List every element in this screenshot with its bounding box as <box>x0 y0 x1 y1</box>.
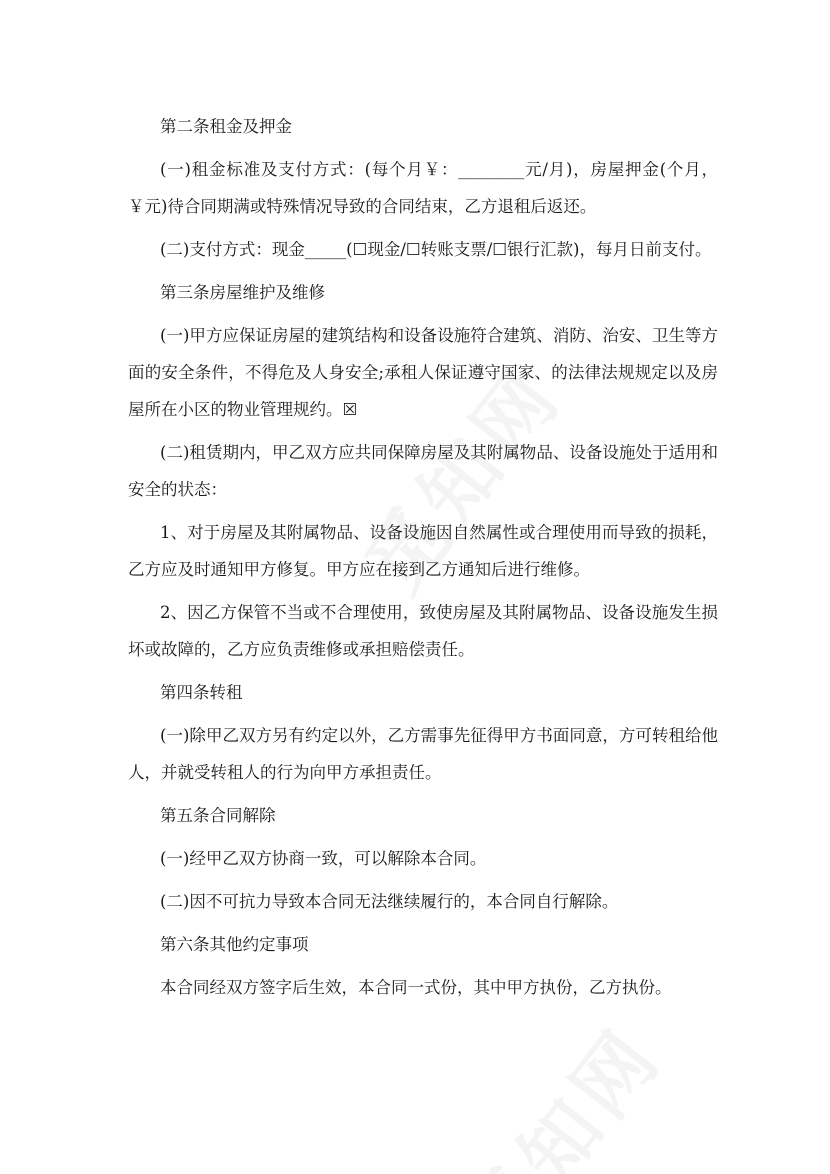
paragraph-rent-standard: (一)租金标准及支付方式：(每个月￥：________元/月)，房屋押金(个月，￥元)待合同期满或特殊情况导致的合同结束，乙方退租后返还。 <box>128 160 718 216</box>
paragraph-effective-copies: 本合同经双方签字后生效，本合同一式份，其中甲方执份，乙方执份。 <box>160 978 672 997</box>
section-heading-rent-deposit: 第二条租金及押金 <box>160 117 292 136</box>
paragraph-improper-use: 2、因乙方保管不当或不合理使用，致使房屋及其附属物品、设备设施发生损坏或故障的，乙方应负责维修或承担赔偿责任。 <box>128 603 718 659</box>
paragraph-mutual-termination: (一)经甲乙双方协商一致，可以解除本合同。 <box>160 849 487 868</box>
section-heading-other-terms: 第六条其他约定事项 <box>160 935 309 954</box>
paragraph-joint-maintenance: (二)租赁期内，甲乙双方应共同保障房屋及其附属物品、设备设施处于适用和安全的状态： <box>128 443 718 499</box>
paragraph-natural-wear: 1、对于房屋及其附属物品、设备设施因自然属性或合理使用而导致的损耗，乙方应及时通知甲方修复。甲方应在接到乙方通知后进行维修。 <box>128 523 718 579</box>
paragraph-payment-method: (二)支付方式：现金_____(☐现金/☐转账支票/☐银行汇款)，每月日前支付。 <box>160 240 712 259</box>
watermark-repeat <box>435 1000 682 1174</box>
section-heading-maintenance: 第三条房屋维护及维修 <box>160 283 325 302</box>
paragraph-force-majeure: (二)因不可抗力导致本合同无法继续履行的，本合同自行解除。 <box>160 892 619 911</box>
section-heading-termination: 第五条合同解除 <box>160 806 276 825</box>
document-body <box>128 108 718 1012</box>
paragraph-sublet-consent: (一)除甲乙双方另有约定以外，乙方需事先征得甲方书面同意，方可转租给他人，并就受转租人的行为向甲方承担责任。 <box>128 726 718 782</box>
section-heading-sublet: 第四条转租 <box>160 683 243 702</box>
paragraph-landlord-guarantee: (一)甲方应保证房屋的建筑结构和设备设施符合建筑、消防、治安、卫生等方面的安全条件，不得危及人身安全;承租人保证遵守国家、的法律法规规定以及房屋所在小区的物业管理规约。☒ <box>128 326 718 419</box>
